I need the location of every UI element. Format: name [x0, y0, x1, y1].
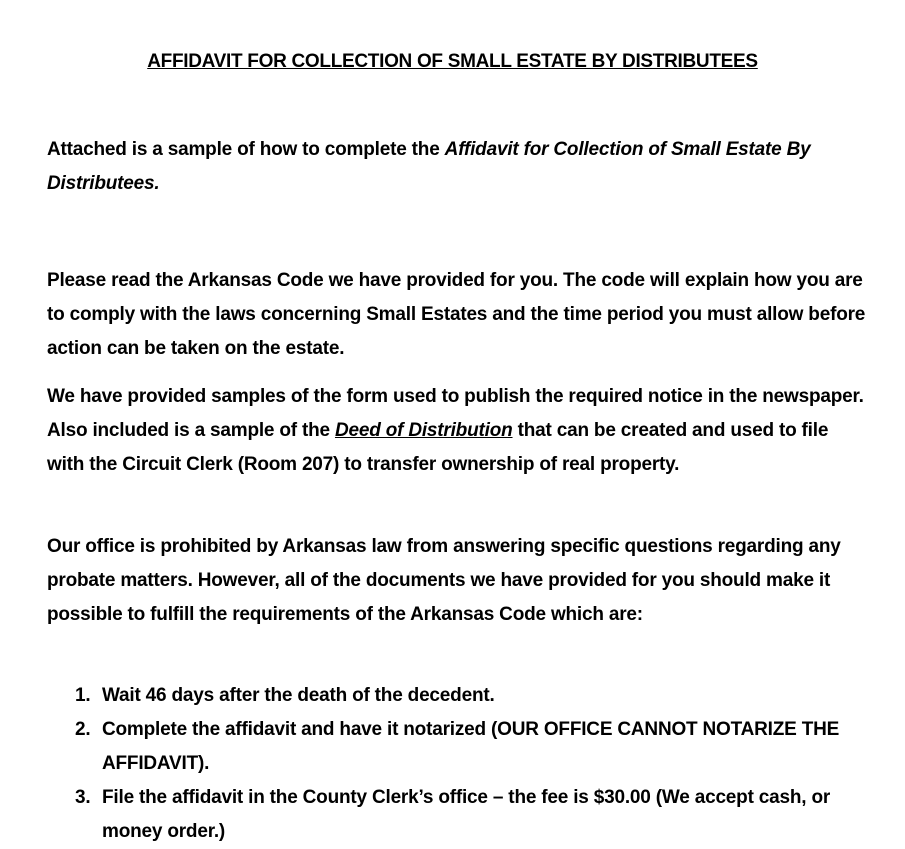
arkansas-code-paragraph: Please read the Arkansas Code we have provided for you. The code will explain how you are to comply with the laws concerning Small Estates and the time period you must allow before action can be taken on the estate.	[47, 270, 866, 359]
list-number: 2.	[75, 719, 91, 740]
samples-text-before: We have provided samples of the form used to publish the required notice in the newspaper. Also included is a sample of the	[47, 386, 864, 441]
list-item-text: File the affidavit in the County Clerk’s office – the fee is $30.00 (We accept cash, or money order.)	[102, 787, 831, 842]
document-title: AFFIDAVIT FOR COLLECTION OF SMALL ESTATE BY DISTRIBUTEES	[147, 51, 758, 72]
list-number: 1.	[75, 685, 91, 706]
list-item	[47, 713, 867, 781]
list-item-text: Wait 46 days after the death of the decedent.	[102, 685, 495, 706]
intro-text: Attached is a sample of how to complete the	[47, 139, 445, 160]
office-paragraph: Our office is prohibited by Arkansas law from answering specific questions regarding any probate matters. However, all of the documents we have provided for you should make it possible to fulfill the requirements of the Arkansas Code which are:	[47, 536, 841, 625]
samples-paragraph	[47, 380, 867, 482]
list-item	[47, 679, 867, 713]
list-item-text: Complete the affidavit and have it notarized (OUR OFFICE CANNOT NOTARIZE THE AFFIDAVIT).	[102, 719, 840, 774]
deed-of-distribution-link[interactable]: Deed of Distribution	[334, 420, 513, 441]
requirements-list	[47, 679, 867, 849]
form-name: Affidavit for Collection of Small Estate By Distributees.	[47, 139, 811, 194]
list-number: 3.	[75, 787, 91, 808]
intro-paragraph	[47, 133, 867, 201]
samples-text-after: that can be created and used to file with the Circuit Clerk (Room 207) to transfer ownership of real property.	[47, 420, 829, 475]
list-item	[47, 781, 867, 849]
